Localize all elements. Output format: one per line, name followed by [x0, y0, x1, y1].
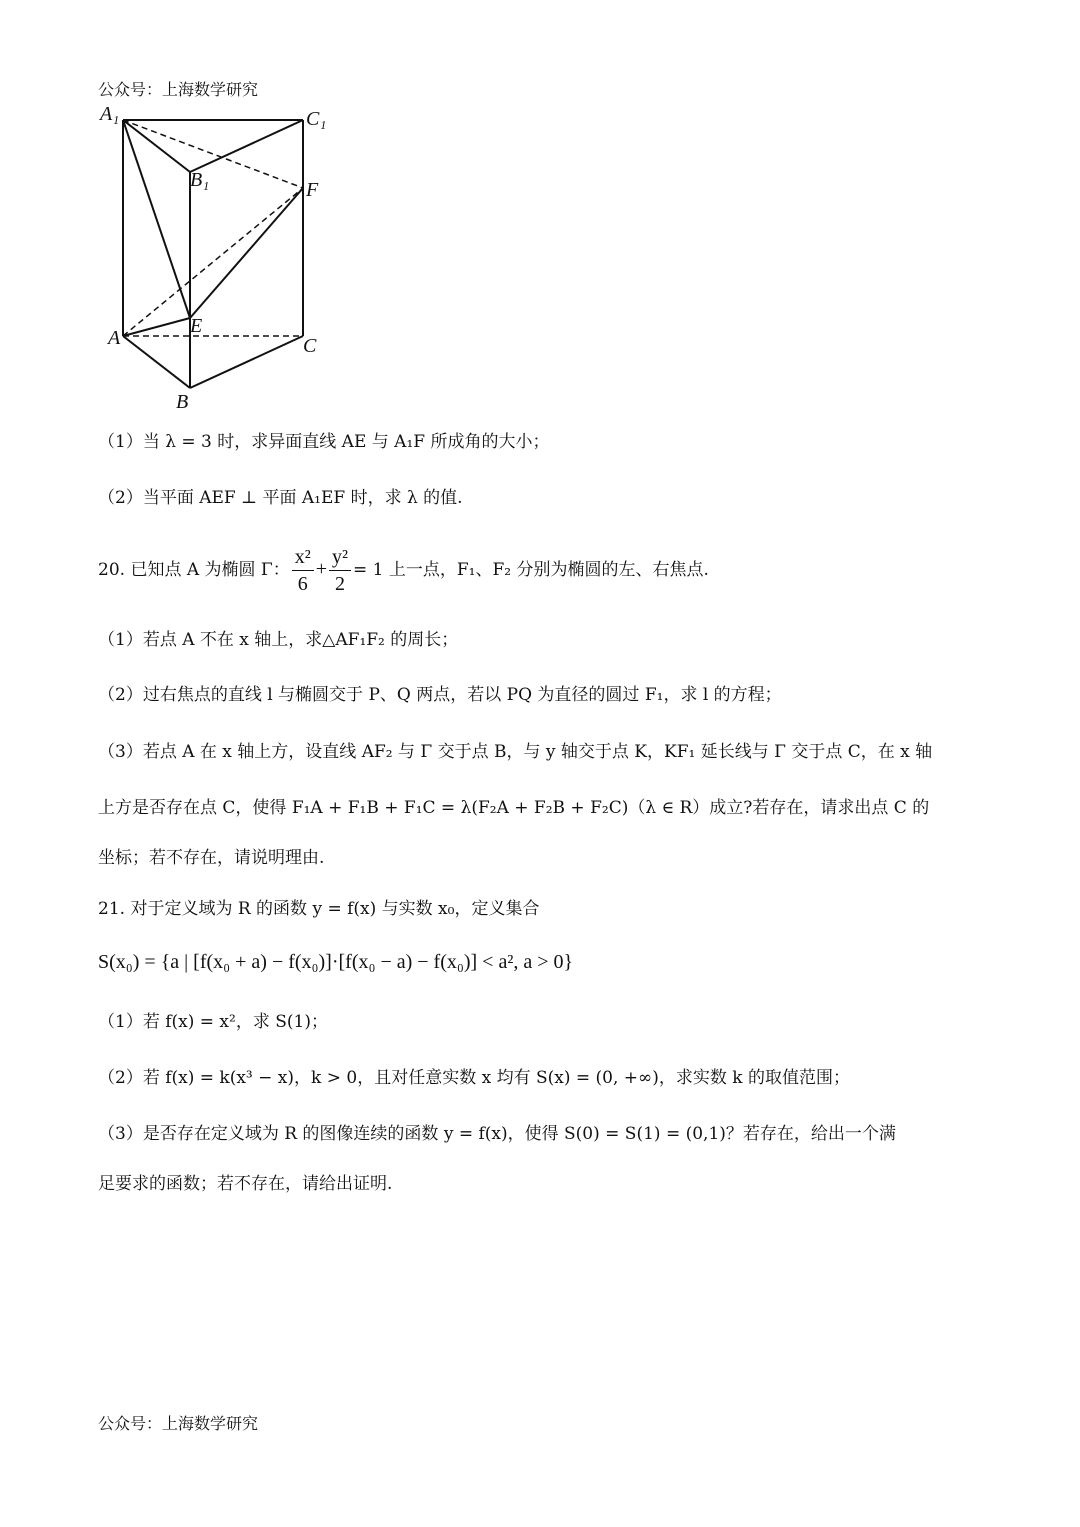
label-e: E [190, 315, 203, 337]
q21-set-definition: S(x₀) = {a | [f(x₀ + a) − f(x₀)]·[f(x₀ − a) − f(x₀)] < a², a > 0} [98, 951, 574, 973]
q21-stem: 21. 对于定义域为 R 的函数 y = f(x) 与实数 x₀，定义集合 [98, 899, 540, 919]
q20-part1: （1）若点 A 不在 x 轴上，求△AF₁F₂ 的周长； [98, 630, 459, 650]
q21-part3-line2: 足要求的函数；若不存在，请给出证明. [98, 1174, 393, 1194]
prism-figure [98, 100, 338, 410]
label-c: C [303, 335, 317, 357]
frac2-denominator: 2 [335, 573, 346, 595]
label-c1: C₁ [306, 108, 327, 130]
q21-part3-line1: （3）是否存在定义域为 R 的图像连续的函数 y = f(x)，使得 S(0) = S(1) = (0,1)？若存在，给出一个满 [98, 1124, 896, 1144]
fraction-x2-over-6 [292, 544, 314, 597]
edge-bc [190, 336, 303, 388]
label-a1: A₁ [100, 103, 120, 125]
label-b: B [176, 391, 189, 410]
edge-ef [190, 188, 303, 318]
frac1-denominator: 6 [297, 573, 308, 595]
q19-part1: （1）当 λ = 3 时，求异面直线 AE 与 A₁F 所成角的大小； [98, 432, 550, 452]
page-header: 公众号：上海数学研究 [98, 80, 259, 99]
edge-ab [123, 336, 190, 388]
edge-a1f-dashed [123, 120, 303, 188]
q20-part3-line1: （3）若点 A 在 x 轴上方，设直线 AF₂ 与 Γ 交于点 B，与 y 轴交于点 K，KF₁ 延长线与 Γ 交于点 C，在 x 轴 [98, 742, 933, 762]
page-footer: 公众号：上海数学研究 [98, 1414, 259, 1433]
q19-part2: （2）当平面 AEF ⊥ 平面 A₁EF 时，求 λ 的值. [98, 488, 463, 508]
fraction-y2-over-2 [329, 544, 351, 597]
q21-part2: （2）若 f(x) = k(x³ − x)，k > 0，且对任意实数 x 均有 S(x) = (0, +∞)，求实数 k 的取值范围； [98, 1068, 850, 1088]
q20-part3-line3: 坐标；若不存在，请说明理由. [98, 848, 325, 868]
q21-part1: （1）若 f(x) = x²，求 S(1)； [98, 1012, 328, 1032]
edge-b1c1 [190, 120, 303, 172]
q20-part3-line2: 上方是否存在点 C，使得 F₁A + F₁B + F₁C = λ(F₂A + F₂B + F₂C)（λ ∈ R）成立?若存在，请求出点 C 的 [98, 798, 930, 818]
q20-stem-b: = 1 上一点，F₁、F₂ 分别为椭圆的左、右焦点. [353, 560, 709, 580]
q20-stem-a: 20. 已知点 A 为椭圆 Γ： [98, 560, 290, 580]
edge-a1b1 [123, 120, 190, 172]
q20-stem [98, 542, 709, 596]
frac1-numerator: x² [292, 544, 314, 571]
edge-af-dashed [123, 188, 303, 336]
label-b1: B₁ [190, 169, 210, 191]
plus-sign: + [315, 558, 328, 580]
label-f: F [306, 179, 319, 201]
q20-part2: （2）过右焦点的直线 l 与椭圆交于 P、Q 两点，若以 PQ 为直径的圆过 F₁，求 l 的方程； [98, 685, 782, 705]
label-a: A [108, 327, 121, 349]
frac2-numerator: y² [329, 544, 351, 571]
